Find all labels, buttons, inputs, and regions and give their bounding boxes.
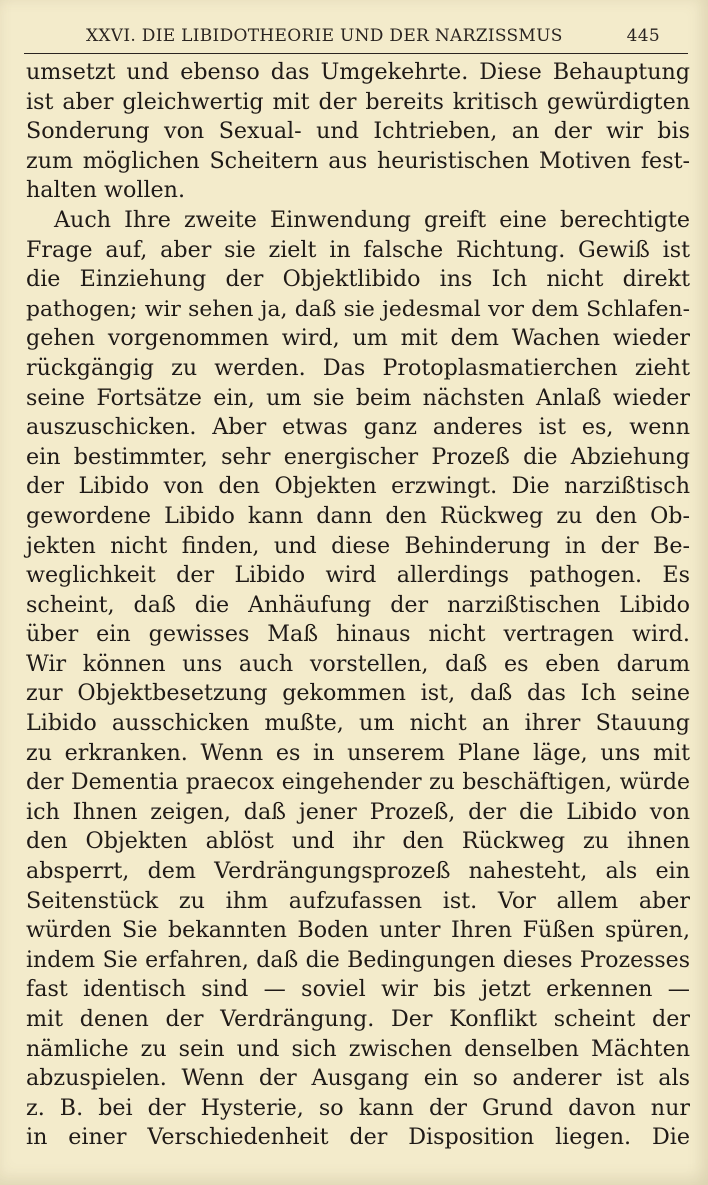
text-line: weglichkeit der Libido wird allerdings pathogen. Es	[26, 562, 690, 589]
text-line: der Libido von den Objekten erzwingt. Die narzißtisch	[26, 473, 690, 500]
text-line: jekten nicht finden, und diese Behinderung in der Be-	[26, 532, 690, 559]
text-line: würden Sie bekannten Boden unter Ihren Füßen spüren,	[26, 917, 690, 944]
text-line: Wir können uns auch vorstellen, daß es eben darum	[26, 650, 690, 677]
text-line: z. B. bei der Hysterie, so kann der Grund davon nur	[26, 1094, 690, 1121]
text-line: mit denen der Verdrängung. Der Konflikt scheint der	[26, 1006, 690, 1032]
text-line: Libido ausschicken mußte, um nicht an ihrer Stauung	[26, 710, 690, 737]
text-line: gewordene Libido kann dann den Rückweg zu den Ob-	[26, 502, 690, 529]
text-line: fast identisch sind — soviel wir bis jetzt erkennen —	[26, 976, 690, 1003]
text-line: ist aber gleichwertig mit der bereits kritisch gewürdigten	[26, 88, 690, 115]
text-line: rückgängig zu werden. Das Protoplasmatierchen zieht	[26, 354, 690, 381]
text-line: gehen vorgenommen wird, um mit dem Wachen wieder	[26, 325, 690, 352]
text-line: zur Objektbesetzung gekommen ist, daß das Ich seine	[26, 680, 690, 707]
text-line: nämliche zu sein und sich zwischen denselben Mächten	[26, 1035, 690, 1062]
text-line: über ein gewisses Maß hinaus nicht vertragen wird.	[26, 621, 690, 648]
text-line: zum möglichen Scheitern aus heuristischen Motiven fest-	[26, 147, 690, 174]
paragraph	[26, 58, 690, 206]
text-line: Sonderung von Sexual- und Ichtrieben, an der wir bis	[26, 118, 690, 145]
text-line: zu erkranken. Wenn es in unserem Plane läge, uns mit	[26, 739, 690, 766]
text-line: seine Fortsätze ein, um sie beim nächsten Anlaß wieder	[26, 384, 690, 411]
page-number: 445	[626, 26, 660, 46]
text-line: der Dementia praecox eingehender zu beschäftigen, würde	[26, 770, 690, 796]
text-line: ein bestimmter, sehr energischer Prozeß die Abziehung	[26, 443, 690, 470]
paragraph	[26, 206, 690, 1153]
text-line: in einer Verschiedenheit der Disposition liegen. Die	[26, 1124, 690, 1151]
text-line: halten wollen.	[26, 177, 186, 204]
text-line: Frage auf, aber sie zielt in falsche Richtung. Gewiß ist	[26, 236, 690, 263]
text-line: Seitenstück zu ihm aufzufassen ist. Vor allem aber	[26, 887, 690, 914]
text-line: ich Ihnen zeigen, daß jener Prozeß, der die Libido von	[26, 798, 690, 825]
text-line: absperrt, dem Verdrängungsprozeß nahesteht, als ein	[26, 858, 690, 885]
text-line: indem Sie erfahren, daß die Bedingungen dieses Prozesses	[26, 947, 690, 973]
text-line: pathogen; wir sehen ja, daß sie jedesmal vor dem Schlafen-	[26, 296, 690, 322]
text-line: scheint, daß die Anhäufung der narzißtischen Libido	[26, 591, 690, 618]
running-head	[24, 26, 688, 50]
text-line: abzuspielen. Wenn der Ausgang ein so anderer ist als	[26, 1065, 690, 1092]
body-text	[26, 58, 690, 1153]
chapter-title: XXVI. DIE LIBIDOTHEORIE UND DER NARZISSMUS	[86, 26, 563, 46]
text-line: auszuschicken. Aber etwas ganz anderes ist es, wenn	[26, 414, 690, 441]
text-line: die Einziehung der Objektlibido ins Ich nicht direkt	[26, 266, 690, 293]
text-line: umsetzt und ebenso das Umgekehrte. Diese Behauptung	[26, 59, 690, 85]
text-line: den Objekten ablöst und ihr den Rückweg zu ihnen	[26, 828, 690, 855]
header-rule	[24, 53, 688, 54]
text-line: Auch Ihre zweite Einwendung greift eine berechtigte	[54, 206, 690, 233]
